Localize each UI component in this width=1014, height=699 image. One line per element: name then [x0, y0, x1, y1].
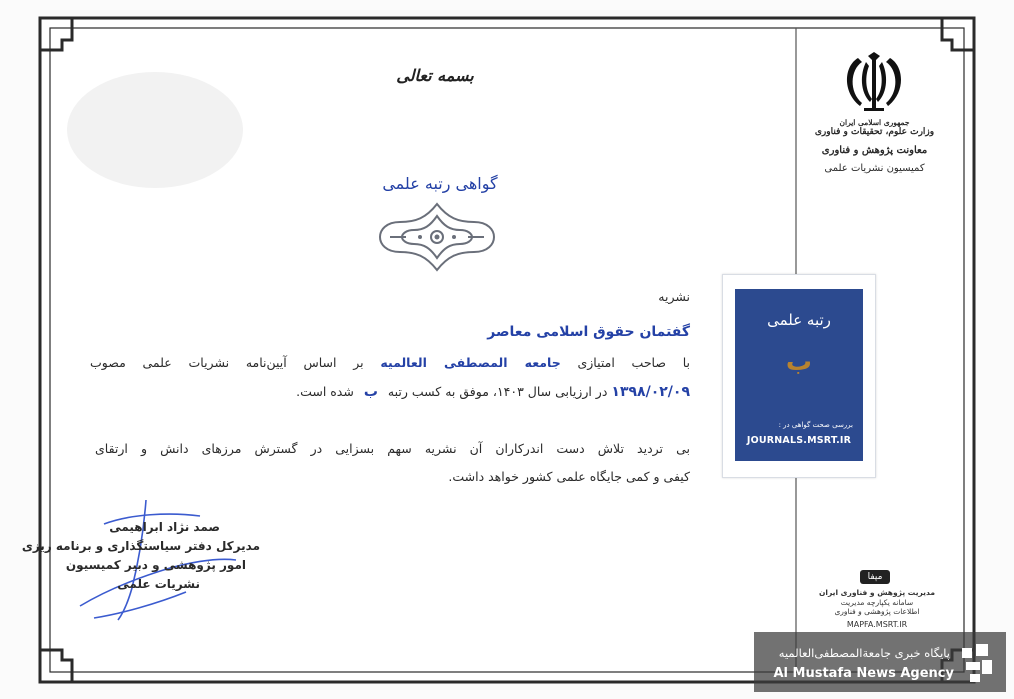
- signature-block: [21, 518, 260, 594]
- mapfa-line1: مدیریت پژوهش و فناوری ایران: [819, 588, 935, 597]
- mapfa-line2: سامانه یکپارچه مدیریت: [840, 597, 914, 607]
- journal-label: نشریه: [658, 289, 690, 304]
- body-para2-line2: کیفی و کمی جایگاه علمی کشور خواهد داشت.: [448, 469, 690, 484]
- publisher-name: جامعه المصطفی العالمیه: [380, 355, 561, 370]
- signatory-role2: امور پژوهشی و دبیر کمیسیون: [65, 558, 246, 572]
- signatory-name: صمد نژاد ابراهیمی: [109, 520, 220, 534]
- body-para2-line1: بی تردید تلاش دست اندرکاران آن نشریه سهم بسزایی در گسترش مرزهای دانش و ارتقای: [95, 441, 690, 456]
- watermark-en: Al Mustafa News Agency: [773, 666, 954, 681]
- certificate-title: گواهی رتبه علمی: [382, 174, 498, 193]
- signatory-role3: نشریات علمی: [117, 577, 200, 591]
- mapfa-logo-text: مپفا: [867, 572, 883, 582]
- rank-badge-panel: [735, 289, 863, 461]
- mapfa-site-link[interactable]: MAPFA.MSRT.IR: [846, 620, 908, 629]
- decorative-ornament-icon: [376, 200, 498, 274]
- badge-verify-text: بررسی صحت گواهی در :: [778, 421, 853, 429]
- ministry-line3: معاونت پژوهش و فناوری: [821, 144, 928, 156]
- news-agency-watermark: [754, 632, 1006, 692]
- rank-badge: [722, 274, 876, 478]
- watermark-fa: پایگاه خبری جامعة‌المصطفی‌العالمیه: [778, 646, 950, 660]
- body-line1: [90, 355, 690, 370]
- approval-date: ۱۳۹۸/۰۲/۰۹: [611, 384, 690, 400]
- badge-title: رتبه علمی: [767, 311, 831, 329]
- body-line2-a: در ارزیابی سال ۱۴۰۳، موفق به کسب رتبه: [387, 384, 608, 399]
- mapfa-block: [818, 588, 936, 617]
- rank-grade: ب: [363, 384, 378, 400]
- iran-emblem-icon: [838, 52, 910, 116]
- invocation: بسمه تعالی: [396, 66, 474, 85]
- mapfa-logo-icon: [860, 570, 890, 584]
- badge-site-link[interactable]: JOURNALS.MSRT.IR: [746, 435, 852, 446]
- body-line1-b: بر اساس آیین‌نامه نشریات علمی مصوب: [90, 355, 364, 370]
- body-line2-b: شده است.: [296, 384, 354, 399]
- signatory-role1: مدیرکل دفتر سیاستگذاری و برنامه ریزی: [21, 539, 260, 553]
- ministry-line1: جمهوری اسلامی ایران: [839, 118, 910, 127]
- badge-grade: ب: [785, 347, 813, 377]
- news-agency-logo-icon: [958, 642, 998, 684]
- ministry-block: [812, 118, 937, 176]
- body-line2: [180, 384, 690, 400]
- mapfa-line3: اطلاعات پژوهشی و فناوری: [834, 607, 920, 616]
- journal-name: گفتمان حقوق اسلامی معاصر: [487, 324, 690, 340]
- ministry-line4: کمیسیون نشریات علمی: [824, 163, 925, 175]
- body-line1-a: با صاحب امتیازی: [577, 355, 690, 370]
- ministry-line2: وزارت علوم، تحقیقات و فناوری: [814, 127, 935, 138]
